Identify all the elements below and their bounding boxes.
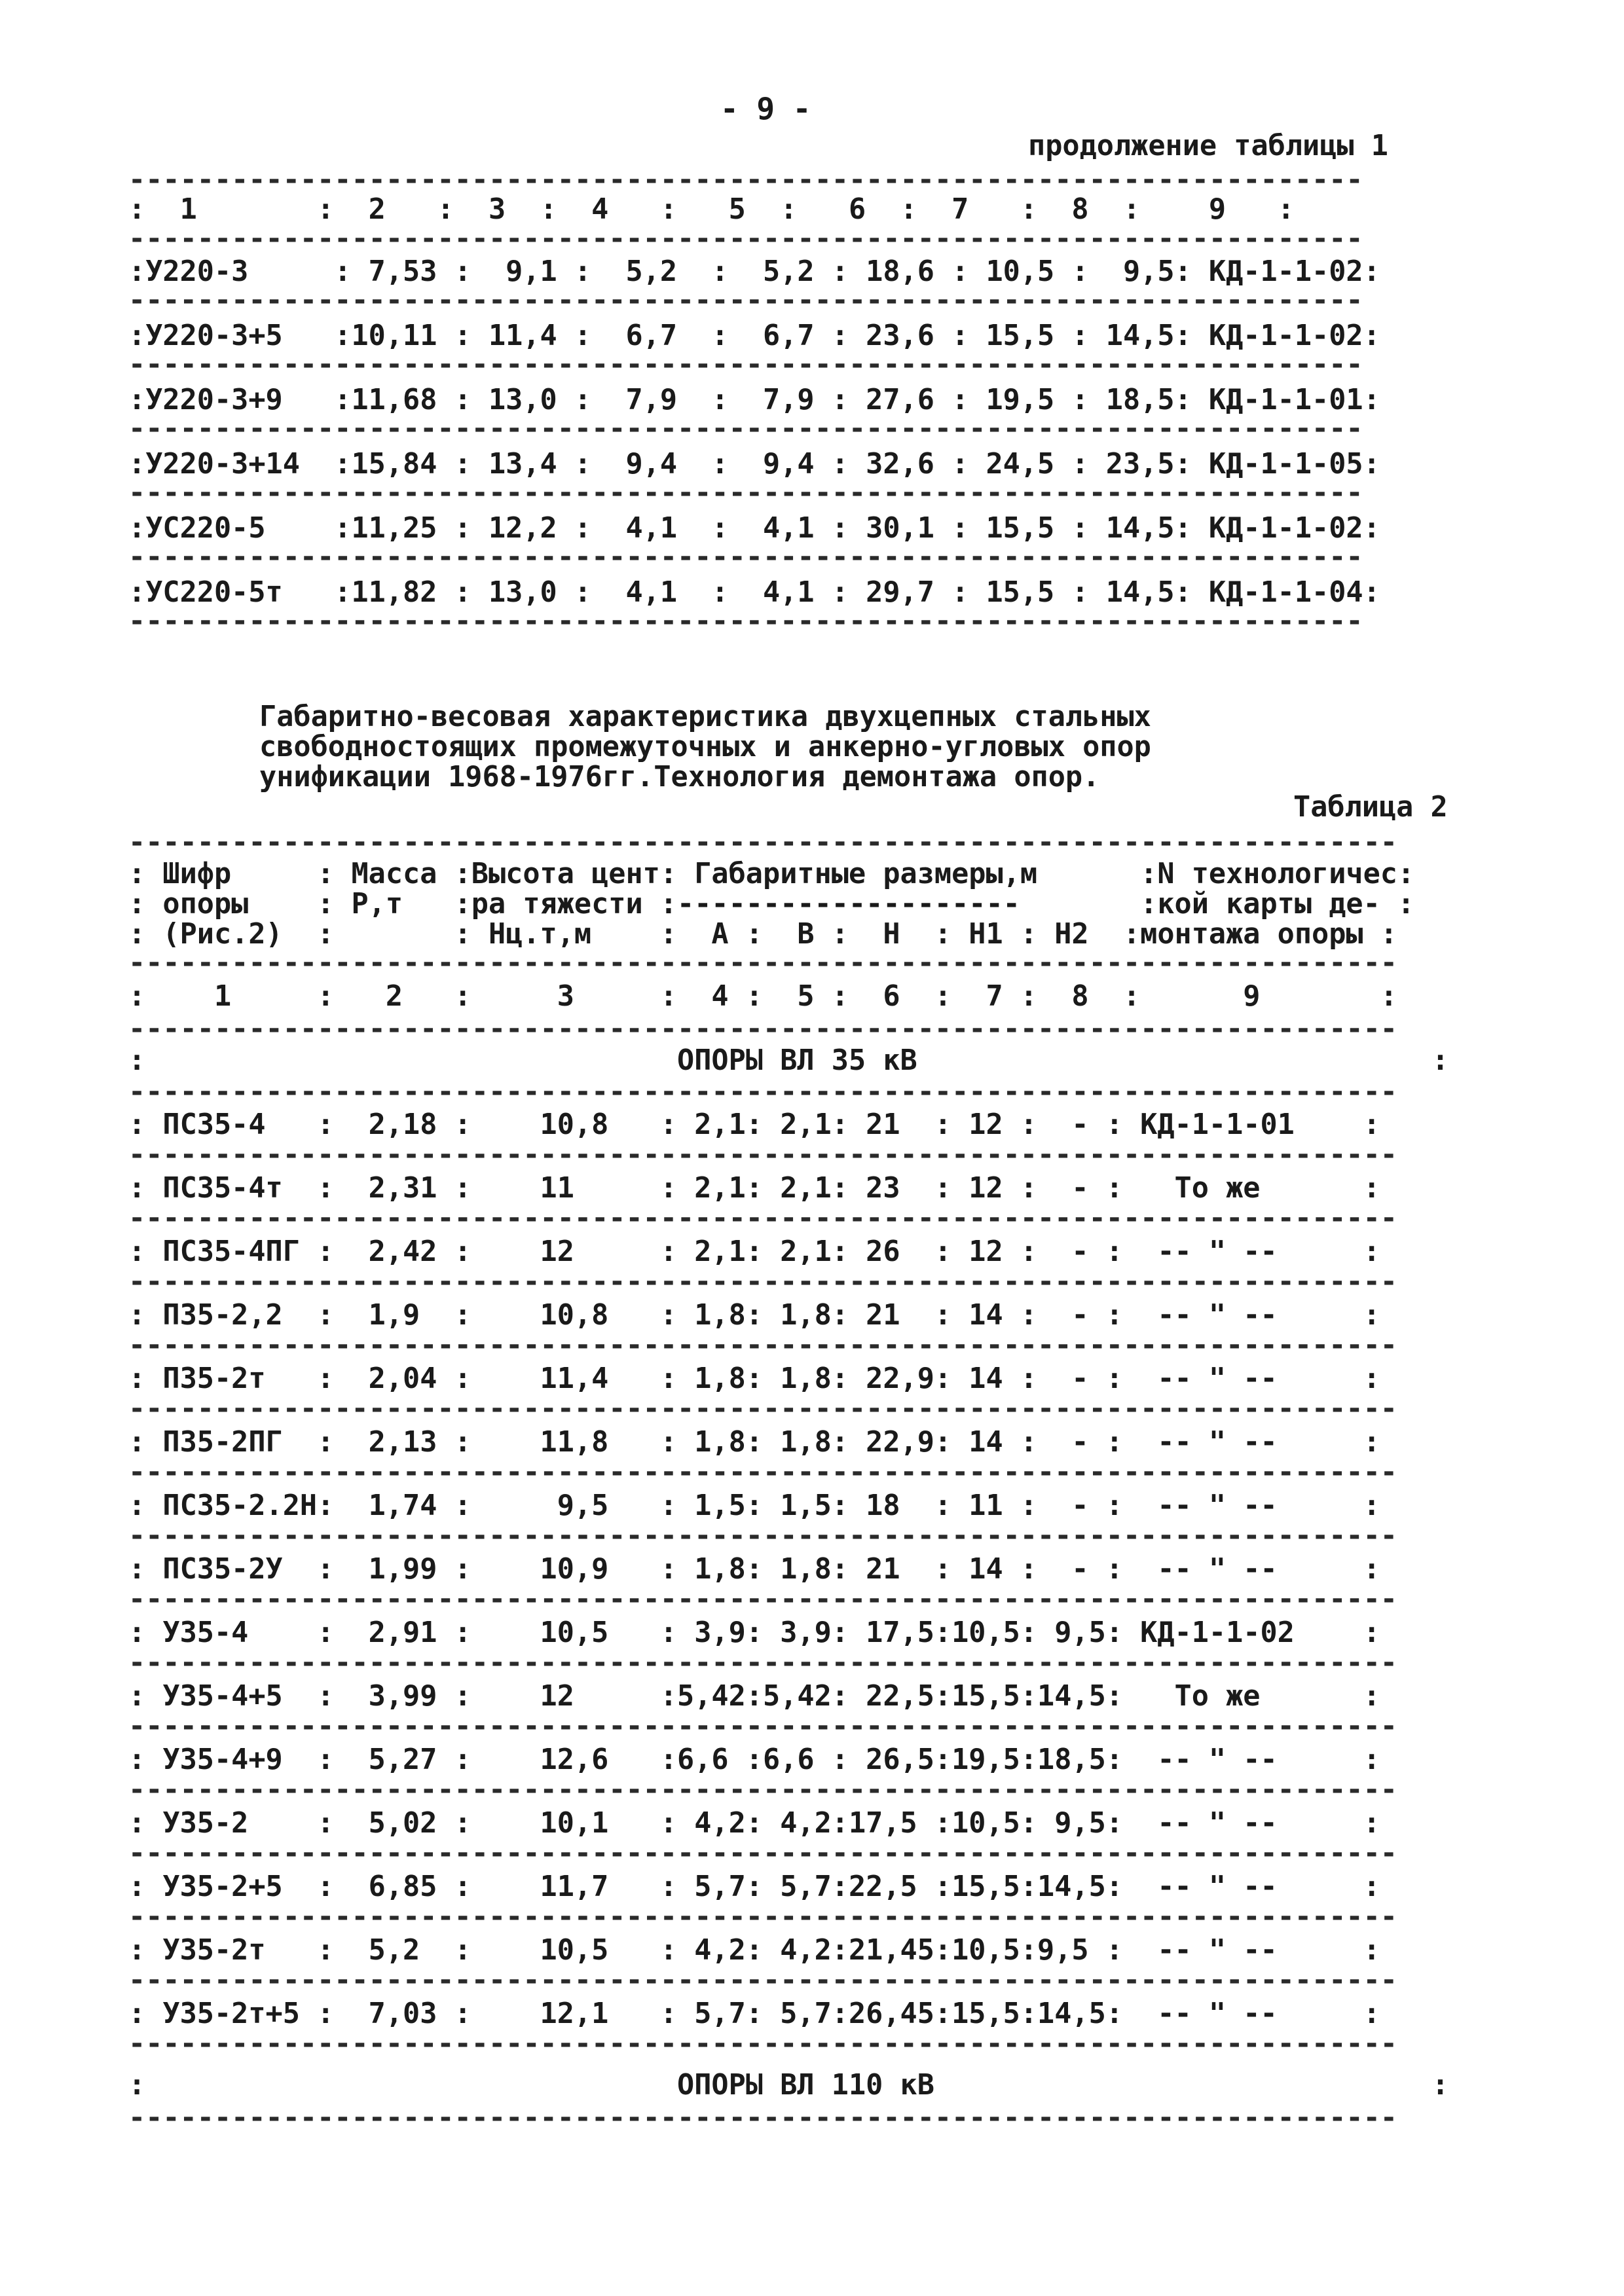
table2-rule: -------------------------------------------------------------------------- <box>128 1774 1398 1806</box>
table1-row: :УС220-5 :11,25 : 12,2 : 4,1 : 4,1 : 30,1 : 15,5 : 14,5: КД-1-1-02: <box>128 512 1380 545</box>
table2-rule: -------------------------------------------------------------------------- <box>128 1202 1398 1235</box>
table2-row: : У35-2т : 5,2 : 10,5 : 4,2: 4,2:21,45:10,5:9,5 : -- " -- : <box>128 1934 1380 1967</box>
table1-row: :У220-3+14 :15,84 : 13,4 : 9,4 : 9,4 : 32,6 : 24,5 : 23,5: КД-1-1-05: <box>128 448 1380 481</box>
table2-rule: -------------------------------------------------------------------------- <box>128 1647 1398 1679</box>
table1-row: :У220-3+5 :10,11 : 11,4 : 6,7 : 6,7 : 23,6 : 15,5 : 14,5: КД-1-1-02: <box>128 319 1380 352</box>
table1-rule: ------------------------------------------------------------------------ <box>128 284 1363 317</box>
table2-header-line: : опоры : Р,т :ра тяжести :-------------------- :кой карты де- : <box>128 888 1415 920</box>
table2-rule: -------------------------------------------------------------------------- <box>128 2028 1398 2060</box>
table1-rule: ------------------------------------------------------------------------ <box>128 477 1363 509</box>
table2-label: Таблица 2 <box>1293 791 1448 824</box>
table2-rule: -------------------------------------------------------------------------- <box>128 1901 1398 1933</box>
table2-rule: -------------------------------------------------------------------------- <box>128 1329 1398 1362</box>
table1-row: :У220-3 : 7,53 : 9,1 : 5,2 : 5,2 : 18,6 : 10,5 : 9,5: КД-1-1-02: <box>128 255 1380 288</box>
table2-row: : ПС35-4 : 2,18 : 10,8 : 2,1: 2,1: 21 : 12 : - : КД-1-1-01 : <box>128 1108 1380 1141</box>
table2-rule: -------------------------------------------------------------------------- <box>128 1393 1398 1425</box>
table2-rule: -------------------------------------------------------------------------- <box>128 1076 1398 1108</box>
table2-rule: -------------------------------------------------------------------------- <box>128 1456 1398 1489</box>
continuation-label: продолжение таблицы 1 <box>1028 130 1388 162</box>
table2-row: : У35-2+5 : 6,85 : 11,7 : 5,7: 5,7:22,5 :15,5:14,5: -- " -- : <box>128 1870 1380 1903</box>
table2-row: : П35-2т : 2,04 : 11,4 : 1,8: 1,8: 22,9: 14 : - : -- " -- : <box>128 1362 1380 1395</box>
table2-rule: -------------------------------------------------------------------------- <box>128 1520 1398 1552</box>
table2-column-numbers: : 1 : 2 : 3 : 4 : 5 : 6 : 7 : 8 : 9 : <box>128 980 1398 1013</box>
table1-row: :УС220-5т :11,82 : 13,0 : 4,1 : 4,1 : 29,7 : 15,5 : 14,5: КД-1-1-04: <box>128 576 1380 609</box>
table2-caption-line: Габаритно-весовая характеристика двухцепных стальных <box>259 701 1151 733</box>
table2-row: : П35-2ПГ : 2,13 : 11,8 : 1,8: 1,8: 22,9: 14 : - : -- " -- : <box>128 1426 1380 1459</box>
table2-header-line: : Шифр : Масса :Высота цент: Габаритные размеры,м :N технологичес: <box>128 858 1415 890</box>
table2-row: : У35-4+9 : 5,27 : 12,6 :6,6 :6,6 : 26,5:19,5:18,5: -- " -- : <box>128 1743 1380 1776</box>
table2-caption-line: свободностоящих промежуточных и анкерно-угловых опор <box>259 731 1151 763</box>
table1-row: :У220-3+9 :11,68 : 13,0 : 7,9 : 7,9 : 27,6 : 19,5 : 18,5: КД-1-1-01: <box>128 384 1380 416</box>
table2-rule: -------------------------------------------------------------------------- <box>128 826 1398 859</box>
table2-rule: -------------------------------------------------------------------------- <box>128 1710 1398 1743</box>
table1-rule: ------------------------------------------------------------------------ <box>128 223 1363 255</box>
table2-header-line: : (Рис.2) : : Нц.т,м : А : В : Н : Н1 : Н2 :монтажа опоры : <box>128 918 1398 951</box>
table2-caption-line: унификации 1968-1976гг.Технология демонтажа опор. <box>259 761 1100 793</box>
table2-row: : ПС35-4ПГ : 2,42 : 12 : 2,1: 2,1: 26 : 12 : - : -- " -- : <box>128 1235 1380 1268</box>
table1-rule: ------------------------------------------------------------------------ <box>128 541 1363 574</box>
table2-row: : П35-2,2 : 1,9 : 10,8 : 1,8: 1,8: 21 : 14 : - : -- " -- : <box>128 1299 1380 1332</box>
section-heading-35kv: : ОПОРЫ ВЛ 35 кВ : <box>128 1044 1449 1077</box>
table2-rule: -------------------------------------------------------------------------- <box>128 1964 1398 1997</box>
table2-rule: -------------------------------------------------------------------------- <box>128 947 1398 979</box>
table2-row: : У35-2 : 5,02 : 10,1 : 4,2: 4,2:17,5 :10,5: 9,5: -- " -- : <box>128 1807 1380 1840</box>
table2-rule: -------------------------------------------------------------------------- <box>128 1837 1398 1870</box>
table1-header: : 1 : 2 : 3 : 4 : 5 : 6 : 7 : 8 : 9 : <box>128 193 1295 226</box>
table1-rule: ------------------------------------------------------------------------ <box>128 605 1363 638</box>
table2-row: : ПС35-4т : 2,31 : 11 : 2,1: 2,1: 23 : 12 : - : То же : <box>128 1172 1380 1205</box>
section-heading-110kv: : ОПОРЫ ВЛ 110 кВ : <box>128 2069 1449 2102</box>
table2-rule: -------------------------------------------------------------------------- <box>128 2102 1398 2134</box>
table2-rule: -------------------------------------------------------------------------- <box>128 1583 1398 1616</box>
table1-rule: ------------------------------------------------------------------------ <box>128 348 1363 381</box>
page-number: - 9 - <box>720 91 811 126</box>
table1-rule: ------------------------------------------------------------------------ <box>128 412 1363 445</box>
table2-row: : ПС35-2У : 1,99 : 10,9 : 1,8: 1,8: 21 : 14 : - : -- " -- : <box>128 1553 1380 1586</box>
table2-row: : У35-4 : 2,91 : 10,5 : 3,9: 3,9: 17,5:10,5: 9,5: КД-1-1-02 : <box>128 1616 1380 1649</box>
table2-rule: -------------------------------------------------------------------------- <box>128 1139 1398 1171</box>
table2-row: : ПС35-2.2Н: 1,74 : 9,5 : 1,5: 1,5: 18 : 11 : - : -- " -- : <box>128 1489 1380 1522</box>
table2-rule: -------------------------------------------------------------------------- <box>128 1013 1398 1046</box>
table2-row: : У35-4+5 : 3,99 : 12 :5,42:5,42: 22,5:15,5:14,5: То же : <box>128 1680 1380 1713</box>
table2-rule: -------------------------------------------------------------------------- <box>128 1266 1398 1298</box>
table2-row: : У35-2т+5 : 7,03 : 12,1 : 5,7: 5,7:26,45:15,5:14,5: -- " -- : <box>128 1997 1380 2030</box>
table1-rule: ------------------------------------------------------------------------ <box>128 164 1363 196</box>
